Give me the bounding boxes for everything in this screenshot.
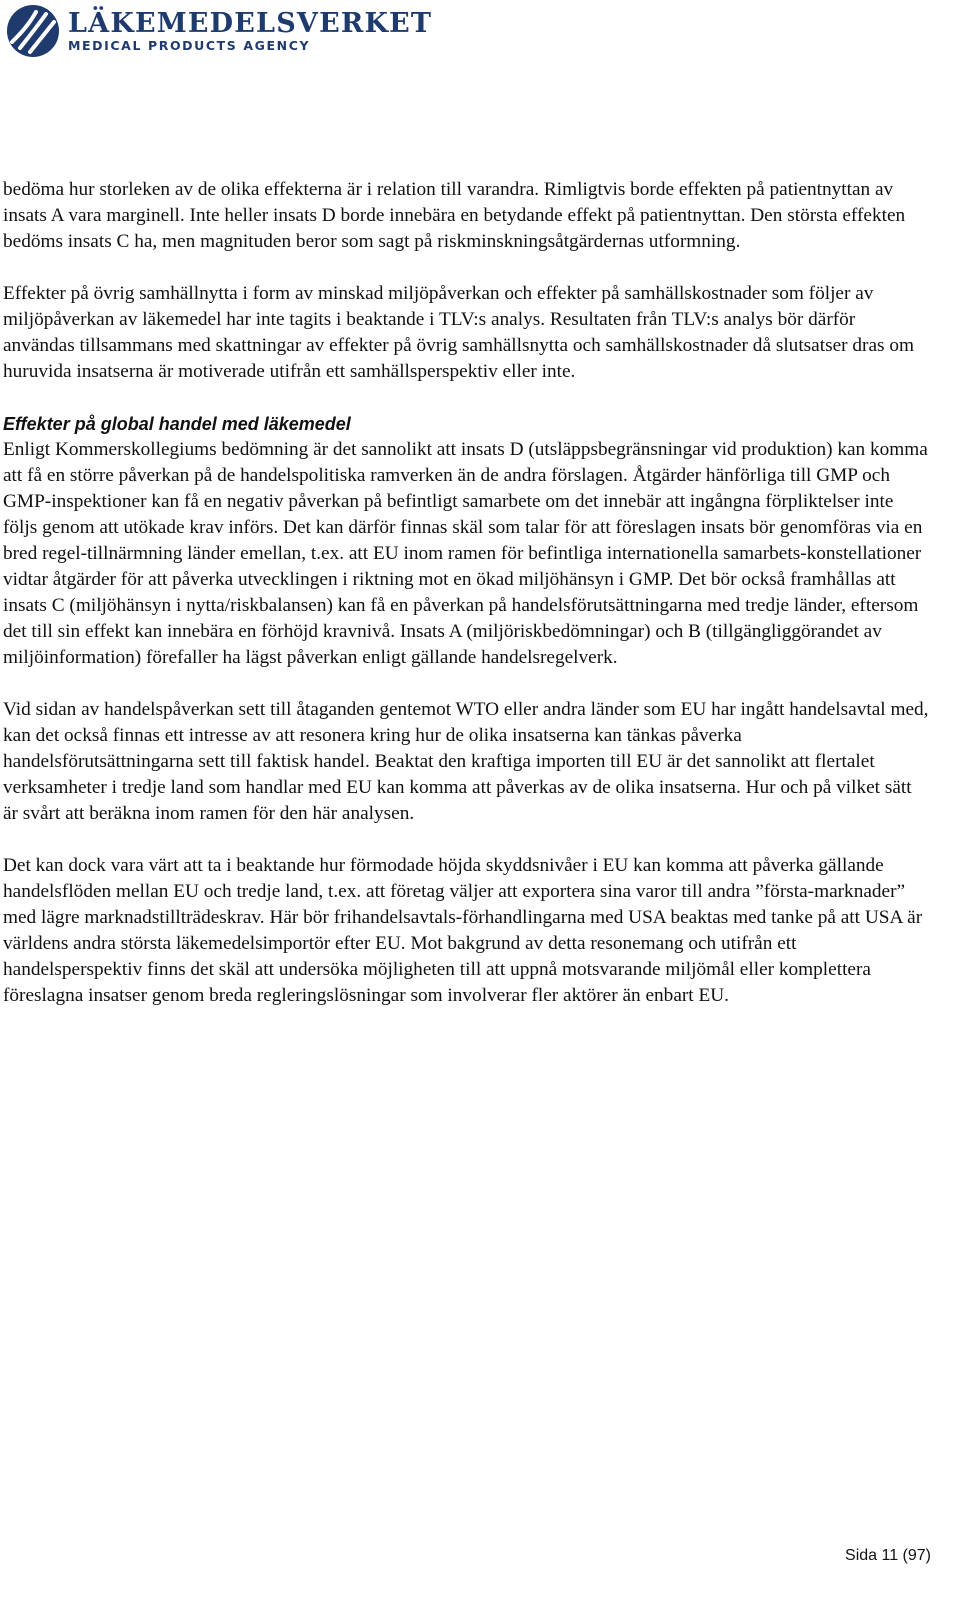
body-paragraph: Vid sidan av handelspåverkan sett till åtaganden gentemot WTO eller andra länder som EU har ingått handelsavtal med, kan det också finnas ett intresse av att resonera kring hur de olika insatserna kan tänkas påverka handelsförutsättningarna sett till faktisk handel. Beaktat den kraftiga importen till EU är det sannolikt att flertalet verksamheter i tredje land som handlar med EU kan komma att påverkas av de olika insatserna. Hur och på vilket sätt är svårt att beräkna inom ramen för den här analysen.: [3, 699, 929, 824]
body-paragraph: Det kan dock vara värt att ta i beaktande hur förmodade höjda skyddsnivåer i EU kan komma att påverka gällande handelsflöden mellan EU och tredje land, t.ex. att företag väljer att exportera sina varor till andra ”första-marknader” med lägre marknadstillträdeskrav. Här bör frihandelsavtals-förhandlingarna med USA beaktas med tanke på att USA är världens andra största läkemedelsimportör efter EU. Mot bakgrund av detta resonemang och utifrån ett handelsperspektiv finns det skäl att undersöka möjligheten till att uppnå motsvarande miljömål eller komplettera föreslagna insatser genom breda regleringslösningar som involverar fler aktörer än enbart EU.: [3, 855, 923, 1006]
section-heading: Effekter på global handel med läkemedel: [3, 414, 351, 434]
body-paragraph: Enligt Kommerskollegiums bedömning är det sannolikt att insats D (utsläppsbegränsningar vid produktion) kan komma att få en större påverkan på de handelspolitiska ramverken än de andra förslagen. Åtgärder hänförliga till GMP och GMP-inspektioner kan få en negativ påverkan på befintligt samarbete om det innebär att ingångna förpliktelser inte följs genom att utökade krav införs. Det kan därför finnas skäl som talar för att föreslagen insats bör genomföras via en bred regel-tillnärmning länder emellan, t.ex. att EU inom ramen för befintliga internationella samarbets-konstellationer vidtar åtgärder för att påverka utvecklingen i riktning mot en ökad miljöhänsyn i GMP. Det bör också framhållas att insats C (miljöhänsyn i nytta/riskbalansen) kan få en påverkan på handelsförutsättningarna med tredje länder, eftersom det till sin effekt kan innebära en förhöjd kravnivå. Insats A (miljöriskbedömningar) och B (tillgängliggörandet av miljöinformation) förefaller ha lägst påverkan enligt gällande handelsregelverk.: [3, 439, 928, 668]
agency-emblem-icon: [6, 4, 60, 58]
logo-subtitle: MEDICAL PRODUCTS AGENCY: [68, 37, 311, 53]
agency-logo: [6, 4, 432, 58]
page-number: Sida 11 (97): [845, 1547, 931, 1564]
body-paragraph: bedöma hur storleken av de olika effekterna är i relation till varandra. Rimligtvis borde effekten på patientnyttan av insats A vara marginell. Inte heller insats D borde innebära en betydande effekt på patientnyttan. Den största effekten bedöms insats C ha, men magnituden beror som sagt på riskminskningsåtgärdernas utformning.: [3, 179, 906, 252]
body-paragraph: Effekter på övrig samhällnytta i form av minskad miljöpåverkan och effekter på samhällskostnader som följer av miljöpåverkan av läkemedel har inte tagits i beaktande i TLV:s analys. Resultaten från TLV:s analys bör därför användas tillsammans med skattningar av effekter på övrig samhällsnytta och samhällskostnader då slutsatser dras om huruvida insatserna är motiverade utifrån ett samhällsperspektiv eller inte.: [3, 283, 914, 382]
logo-name: LÄKEMEDELSVERKET: [68, 7, 433, 39]
document-body: [3, 177, 931, 1035]
